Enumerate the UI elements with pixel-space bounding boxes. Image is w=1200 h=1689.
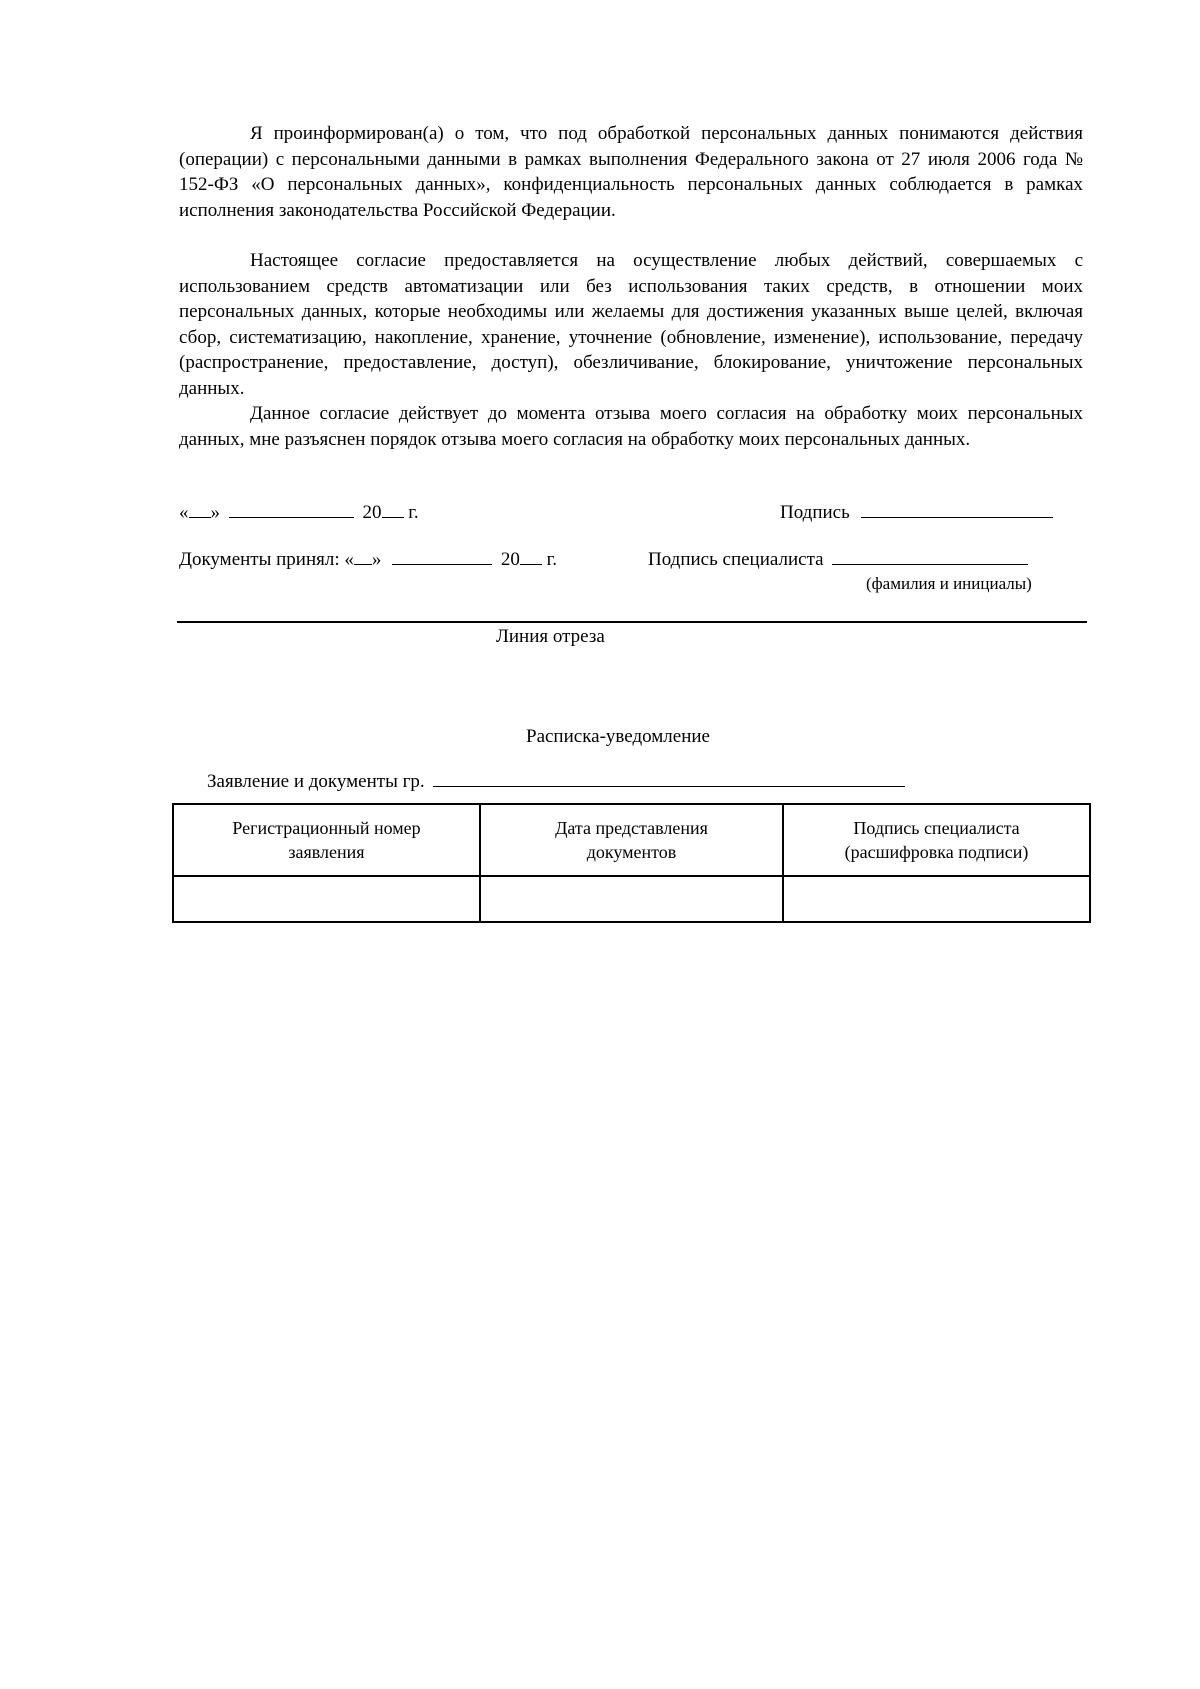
month-blank[interactable] bbox=[229, 500, 354, 518]
receipt-docs-label: Заявление и документы гр. bbox=[207, 771, 425, 792]
day-blank[interactable] bbox=[189, 500, 211, 518]
cut-line bbox=[177, 621, 1087, 623]
header-date-line2: документов bbox=[586, 842, 677, 862]
receipt-data-row bbox=[173, 876, 1090, 922]
specialist-signature-cell[interactable] bbox=[783, 876, 1090, 922]
submission-date-cell[interactable] bbox=[480, 876, 783, 922]
accepted-label: Документы принял: « bbox=[179, 549, 354, 570]
date-open-quote: « bbox=[179, 502, 189, 523]
year-prefix: 20 bbox=[362, 502, 382, 523]
signature-line bbox=[780, 500, 1053, 525]
header-signature-line2: (расшифровка подписи) bbox=[844, 842, 1029, 862]
accepted-year-blank[interactable] bbox=[520, 547, 542, 565]
receipt-header-row bbox=[173, 804, 1090, 876]
specialist-signature-line bbox=[648, 547, 1028, 572]
header-date-line1: Дата представления bbox=[555, 818, 708, 838]
header-submission-date bbox=[480, 804, 783, 876]
signature-label: Подпись bbox=[780, 502, 850, 523]
year-blank[interactable] bbox=[382, 500, 404, 518]
accepted-year-suffix: г. bbox=[546, 549, 558, 570]
name-caption: (фамилия и инициалы) bbox=[866, 574, 1032, 593]
registration-number-cell[interactable] bbox=[173, 876, 480, 922]
header-specialist-signature bbox=[783, 804, 1090, 876]
header-registration-number bbox=[173, 804, 480, 876]
signature-blank[interactable] bbox=[861, 500, 1053, 518]
accepted-year-prefix: 20 bbox=[500, 549, 520, 570]
consent-paragraph-3: Данное согласие действует до момента отзыва моего согласия на обработку моих персональных данных, мне разъяснен порядок отзыва моего согласия на обработку моих персональных данных. bbox=[179, 403, 1083, 450]
consent-paragraph-1: Я проинформирован(а) о том, что под обработкой персональных данных понимаются действия (операции) с персональными данными в рамках выполнения Федерального закона от 27 июля 2006 года № 152-ФЗ «О персональных данных», конфиденциальность персональных данных соблюдается в рамках исполнения законодательства Российской Федерации. bbox=[179, 123, 1083, 221]
accepted-line bbox=[179, 547, 557, 572]
receipt-title: Расписка-уведомление bbox=[526, 726, 710, 747]
header-signature-line1: Подпись специалиста bbox=[853, 818, 1020, 838]
receipt-docs-line bbox=[207, 769, 905, 794]
specialist-signature-label: Подпись специалиста bbox=[648, 549, 824, 570]
date-line bbox=[179, 500, 419, 525]
specialist-signature-blank[interactable] bbox=[832, 547, 1028, 565]
year-suffix: г. bbox=[408, 502, 419, 523]
applicant-name-blank[interactable] bbox=[433, 769, 905, 787]
consent-paragraph-2: Настоящее согласие предоставляется на осуществление любых действий, совершаемых с использованием средств автоматизации или без использования таких средств, в отношении моих персональных данных, которые необходимы или желаемы для достижения указанных выше целей, включая сбор, систематизацию, накопление, хранение, уточнение (обновление, изменение), использование, передачу (распространение, предоставление, доступ), обезличивание, блокирование, уничтожение персональных данных. bbox=[179, 250, 1083, 399]
header-registration-line1: Регистрационный номер bbox=[232, 818, 421, 838]
date-close-quote: » bbox=[210, 502, 220, 523]
cut-line-label: Линия отреза bbox=[496, 626, 605, 647]
accepted-month-blank[interactable] bbox=[392, 547, 492, 565]
header-registration-line2: заявления bbox=[288, 842, 365, 862]
accepted-day-blank[interactable] bbox=[354, 547, 372, 565]
receipt-table bbox=[172, 803, 1091, 923]
accepted-close-quote: » bbox=[371, 549, 382, 570]
